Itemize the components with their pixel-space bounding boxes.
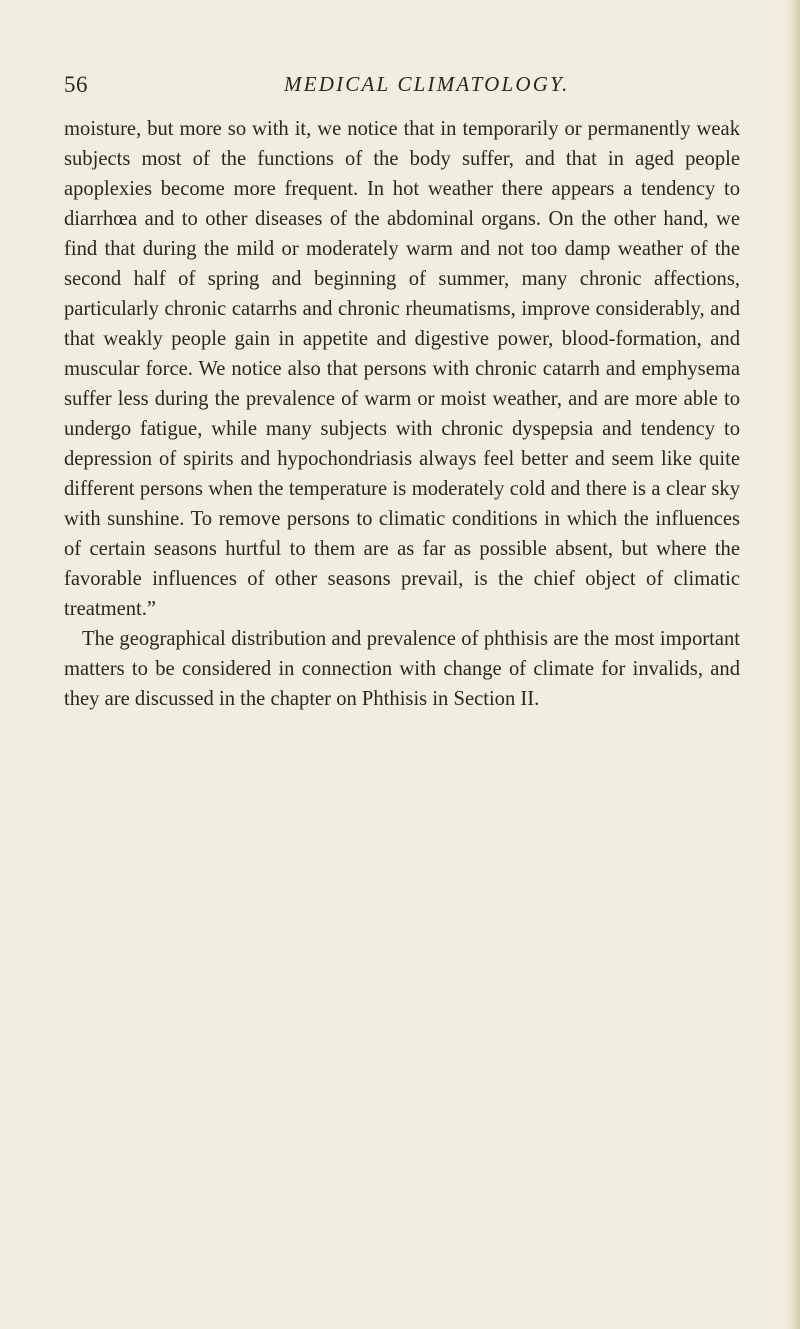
paragraph-phthisis: The geographical distribution and prevalence of phthisis are the most important matters to be considered in connection with change of climate for invalids, and they are discussed in the chapter on Phthisis in Section II. [64, 628, 740, 710]
page-number: 56 [64, 72, 88, 97]
running-title: MEDICAL CLIMATOLOGY. [284, 72, 570, 96]
running-head [64, 72, 740, 106]
body-text [64, 114, 740, 714]
paragraph-continued: moisture, but more so with it, we notice that in temporarily or permanently weak subjects most of the functions of the body suffer, and that in aged people apoplexies become more frequent. In hot weather there appears a tendency to diarrhœa and to other diseases of the abdominal organs. On the other hand, we find that during the mild or moderately warm and not too damp weather of the second half of spring and beginning of summer, many chronic affections, particularly chronic catarrhs and chronic rheumatisms, improve considerably, and that weakly people gain in appetite and digestive power, blood-formation, and muscular force. We notice also that persons with chronic catarrh and emphysema suffer less during the prevalence of warm or moist weather, and are more able to undergo fatigue, while many subjects with chronic dyspepsia and tendency to depression of spirits and hypochondriasis always feel better and seem like quite different persons when the temperature is moderately cold and there is a clear sky with sunshine. To remove persons to climatic conditions in which the influences of certain seasons hurtful to them are as far as possible absent, but where the favorable influences of other seasons prevail, is the chief object of climatic treatment.” [64, 118, 740, 620]
book-page [64, 72, 740, 714]
page-edge-shadow [786, 0, 800, 1329]
